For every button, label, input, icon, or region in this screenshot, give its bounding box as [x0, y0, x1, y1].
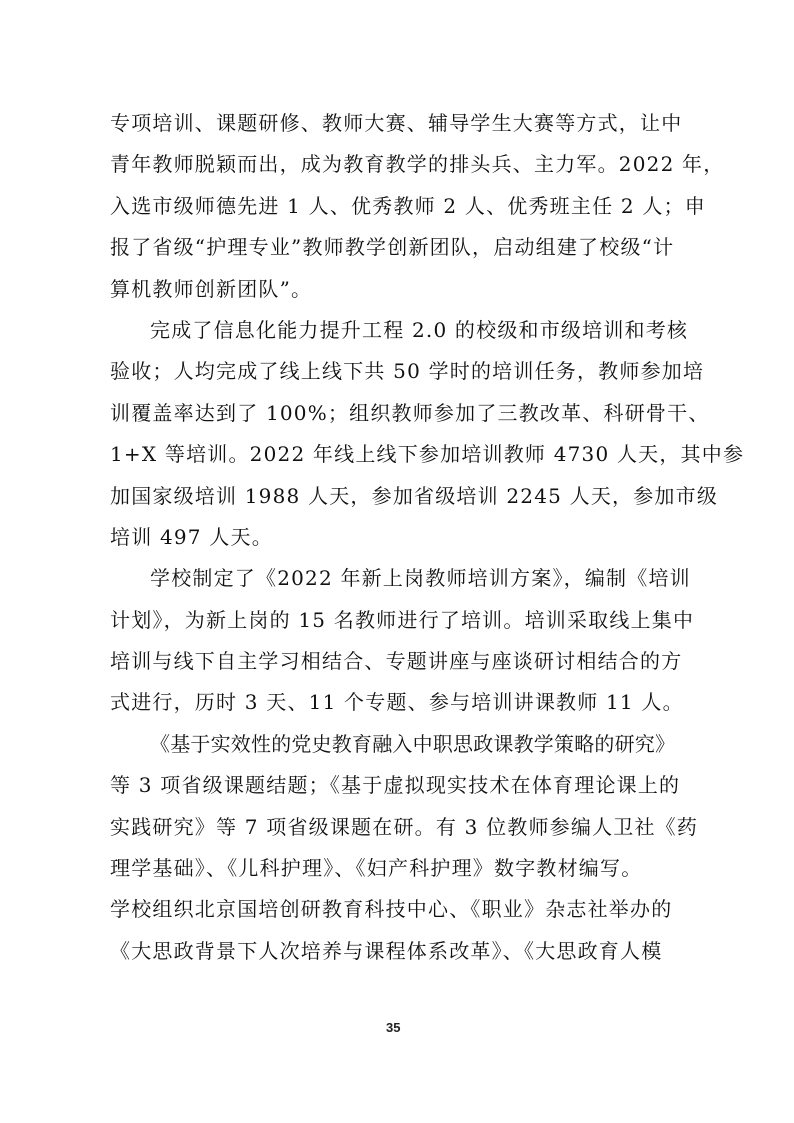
text-line: 1+X 等培训。2022 年线上线下参加培训教师 4730 人天，其中参 [110, 442, 745, 467]
text-line: 加国家级培训 1988 人天，参加省级培训 2245 人天，参加市级 [110, 483, 719, 508]
paragraph-start-line: 《基于实效性的党史教育融入中职思政课教学策略的研究》 [150, 731, 676, 756]
paragraph-start-line: 完成了信息化能力提升工程 2.0 的校级和市级培训和考核 [150, 317, 689, 342]
text-line: 训覆盖率达到了 100%；组织教师参加了三教改革、科研骨干、 [110, 400, 710, 425]
text-line: 报了省级“护理专业”教师教学创新团队，启动组建了校级“计 [110, 235, 675, 260]
text-line: 等 3 项省级课题结题；《基于虚拟现实技术在体育理论课上的 [110, 773, 681, 798]
text-line: 青年教师脱颖而出，成为教育教学的排头兵、主力军。2022 年， [110, 152, 725, 177]
text-line: 验收；人均完成了线上线下共 50 学时的培训任务，教师参加培 [110, 359, 705, 384]
text-line: 式进行，历时 3 天、11 个专题、参与培训讲课教师 11 人。 [110, 690, 684, 715]
text-line: 入选市级师德先进 1 人、优秀教师 2 人、优秀班主任 2 人；申 [110, 193, 706, 218]
text-line: 实践研究》等 7 项省级课题在研。有 3 位教师参编人卫社《药 [110, 814, 699, 839]
text-line: 计划》，为新上岗的 15 名教师进行了培训。培训采取线上集中 [110, 607, 695, 632]
page-number: 35 [386, 1020, 401, 1035]
text-line: 《大思政背景下人次培养与课程体系改革》、《大思政育人模 [110, 938, 663, 963]
text-line: 理学基础》、《儿科护理》、《妇产科护理》数字教材编写。 [110, 856, 643, 881]
body-text [110, 103, 745, 972]
text-line: 培训与线下自主学习相结合、专题讲座与座谈研讨相结合的方 [110, 649, 683, 674]
text-line: 算机教师创新团队”。 [110, 276, 313, 301]
text-line: 专项培训、课题研修、教师大赛、辅导学生大赛等方式，让中 [110, 111, 683, 135]
text-line: 学校组织北京国培创研教育科技中心、《职业》杂志社举办的 [110, 897, 673, 922]
text-line: 培训 497 人天。 [110, 524, 273, 549]
paragraph-start-line: 学校制定了《2022 年新上岗教师培训方案》，编制《培训 [150, 566, 691, 591]
